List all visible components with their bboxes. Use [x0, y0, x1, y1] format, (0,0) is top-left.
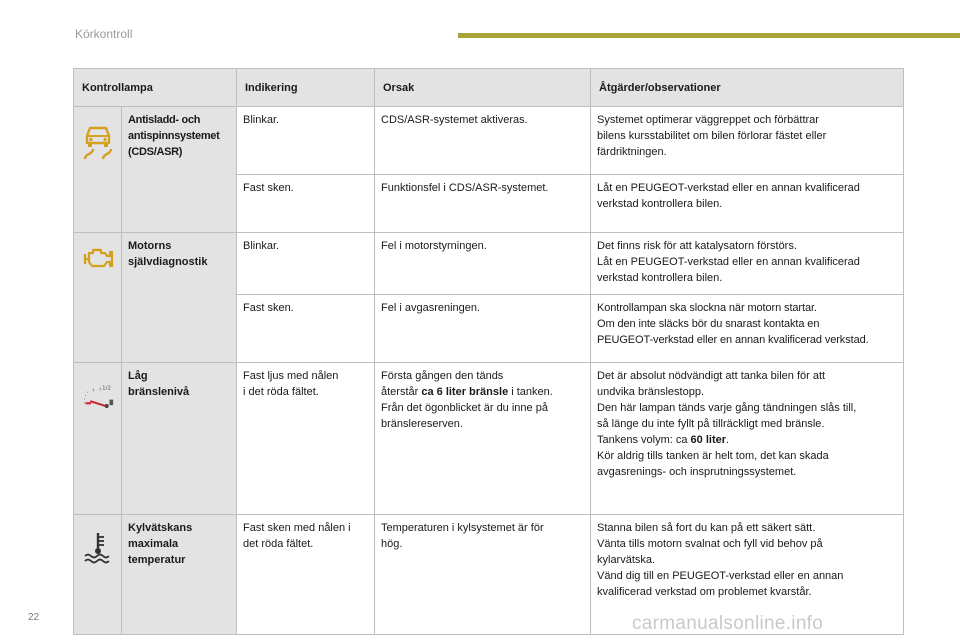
- column-header-action: Åtgärder/observationer: [591, 69, 904, 107]
- lamp-name-cell: [122, 107, 237, 233]
- action-text: färdriktningen.: [597, 146, 667, 158]
- lamp-name-cell: [122, 233, 237, 363]
- action-text: verkstad kontrollera bilen.: [597, 198, 723, 210]
- table-row: [74, 233, 904, 295]
- action-text: avgasrenings- och insprutningssystemet.: [597, 466, 797, 478]
- cause-cell: [375, 363, 591, 515]
- lamp-name-line: (CDS/ASR): [128, 146, 183, 158]
- lamp-name-line: antispinnsystemet: [128, 130, 220, 142]
- indication-cell: [237, 295, 375, 363]
- table-header-row: [74, 69, 904, 107]
- cause-text: bränslereserven.: [381, 418, 463, 430]
- action-text: PEUGEOT-verkstad eller en annan kvalificerad verkstad.: [597, 334, 869, 346]
- indication-cell: [237, 233, 375, 295]
- action-cell: [591, 107, 904, 175]
- indication-text: Blinkar.: [243, 114, 280, 126]
- action-text: Det är absolut nödvändigt att tanka bilen för att: [597, 370, 826, 382]
- cause-text-part: i tanken.: [508, 386, 553, 398]
- action-text: Systemet optimerar väggreppet och förbättrar: [597, 114, 819, 126]
- gauge-half-label: 1/2: [102, 385, 111, 392]
- cause-text: Funktionsfel i CDS/ASR-systemet.: [381, 182, 549, 194]
- column-header-cause: Orsak: [375, 69, 591, 107]
- action-text: Vänta tills motorn svalnat och fyll vid behov på: [597, 538, 823, 550]
- action-text: Om den inte släcks bör du snarast kontakta en: [597, 318, 820, 330]
- action-text: Låt en PEUGEOT-verkstad eller en annan kvalificerad: [597, 182, 860, 194]
- indication-cell: [237, 175, 375, 233]
- cause-text: Fel i motorstyrningen.: [381, 240, 487, 252]
- fuel-remaining-emphasis: ca 6 liter bränsle: [421, 386, 509, 398]
- action-text: så länge du inte fyllt på tillräckligt med bränsle.: [597, 418, 825, 430]
- lamp-name-cell: [122, 363, 237, 515]
- lamp-name-line: maximala: [128, 538, 179, 550]
- indication-cell: [237, 363, 375, 515]
- lamp-name-line: Kylvätskans: [128, 522, 193, 534]
- action-cell: [591, 363, 904, 515]
- lamp-name-cell: [122, 515, 237, 635]
- coolant-temperature-icon: [81, 530, 115, 564]
- indication-text: i det röda fältet.: [243, 386, 319, 398]
- header-accent-bar: [458, 33, 960, 38]
- action-text: kvalificerad verkstad om problemet kvarstår.: [597, 586, 812, 598]
- action-text: kylarvätska.: [597, 554, 656, 566]
- lamp-icon-cell: [74, 363, 122, 515]
- cause-text: Fel i avgasreningen.: [381, 302, 481, 314]
- cause-text-part: återstår: [381, 386, 422, 398]
- lamp-icon-cell: [74, 107, 122, 233]
- action-text: Den här lampan tänds varje gång tändningen slås till,: [597, 402, 857, 414]
- cause-text: Från det ögonblicket är du inne på: [381, 402, 548, 414]
- indication-text: Fast sken.: [243, 182, 294, 194]
- indication-text: det röda fältet.: [243, 538, 314, 550]
- warning-lamp-table: [73, 68, 904, 635]
- action-text: Vänd dig till en PEUGEOT-verkstad eller en annan: [597, 570, 844, 582]
- action-text-part: .: [726, 434, 730, 446]
- lamp-icon-cell: [74, 233, 122, 363]
- cause-cell: [375, 175, 591, 233]
- action-text: Kör aldrig tills tanken är helt tom, det kan skada: [597, 450, 829, 462]
- engine-icon: [81, 244, 115, 272]
- action-text: Låt en PEUGEOT-verkstad eller en annan kvalificerad: [597, 256, 860, 268]
- tank-volume-emphasis: 60 liter: [690, 434, 727, 446]
- action-text: Stanna bilen så fort du kan på ett säkert sätt.: [597, 522, 816, 534]
- lamp-name-line: Antisladd- och: [128, 114, 201, 126]
- indication-text: Fast sken med nålen i: [243, 522, 351, 534]
- action-text-part: Tankens volym: ca: [597, 434, 691, 446]
- lamp-icon-cell: [74, 515, 122, 635]
- lamp-name-line: självdiagnostik: [128, 256, 208, 268]
- table-row: [74, 107, 904, 175]
- indication-cell: [237, 107, 375, 175]
- section-title: Körkontroll: [75, 27, 133, 41]
- action-cell: [591, 233, 904, 295]
- cause-cell: [375, 107, 591, 175]
- action-text: [597, 432, 897, 448]
- cause-text: [381, 384, 584, 400]
- cause-cell: [375, 295, 591, 363]
- lamp-name-line: temperatur: [128, 554, 186, 566]
- action-text: Kontrollampan ska slockna när motorn startar.: [597, 302, 817, 314]
- action-text: Det finns risk för att katalysatorn förstörs.: [597, 240, 797, 252]
- cause-text: Temperaturen i kylsystemet är för: [381, 522, 544, 534]
- cause-text: Första gången den tänds: [381, 370, 504, 382]
- cause-text: hög.: [381, 538, 403, 550]
- action-text: undvika bränslestopp.: [597, 386, 705, 398]
- indication-text: Fast ljus med nålen: [243, 370, 339, 382]
- lamp-name-line: Motorns: [128, 240, 172, 252]
- table-row: [74, 363, 904, 515]
- action-text: verkstad kontrollera bilen.: [597, 272, 723, 284]
- action-cell: [591, 175, 904, 233]
- action-cell: [591, 295, 904, 363]
- indication-text: Blinkar.: [243, 240, 280, 252]
- cause-text: CDS/ASR-systemet aktiveras.: [381, 114, 528, 126]
- watermark: carmanualsonline.info: [632, 613, 824, 634]
- page-number: 22: [28, 612, 40, 623]
- lamp-name-line: Låg: [128, 370, 148, 382]
- cause-cell: [375, 515, 591, 635]
- indication-cell: [237, 515, 375, 635]
- column-header-lamp: Kontrollampa: [74, 69, 237, 107]
- indication-text: Fast sken.: [243, 302, 294, 314]
- action-text: bilens kursstabilitet om bilen förlorar fästet eller: [597, 130, 827, 142]
- fuel-gauge-icon: [80, 380, 115, 410]
- lamp-name-line: bränslenivå: [128, 386, 190, 398]
- column-header-indication: Indikering: [237, 69, 375, 107]
- traction-control-icon: [81, 122, 115, 162]
- cause-cell: [375, 233, 591, 295]
